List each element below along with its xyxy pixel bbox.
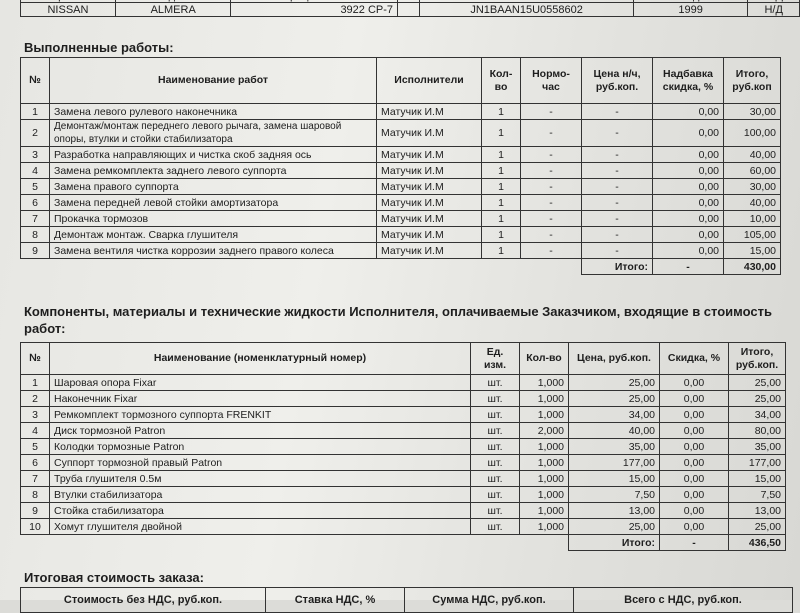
works-row-executor: Матучик И.М xyxy=(377,179,482,195)
works-row-norm: - xyxy=(521,179,582,195)
parts-row-unit: шт. xyxy=(471,519,520,535)
works-table xyxy=(20,57,781,275)
parts-row-qty: 2,000 xyxy=(520,423,569,439)
parts-row-discount: 0,00 xyxy=(660,391,729,407)
works-total-spacer xyxy=(21,259,582,275)
vehicle-year: 1999 xyxy=(633,3,747,17)
works-row-total: 10,00 xyxy=(724,211,781,227)
parts-row-total: 25,00 xyxy=(729,519,786,535)
works-row-qty: 1 xyxy=(482,163,521,179)
works-total-label: Итого: xyxy=(582,259,653,275)
works-row-norm: - xyxy=(521,227,582,243)
parts-row-qty: 1,000 xyxy=(520,487,569,503)
parts-row-discount: 0,00 xyxy=(660,439,729,455)
parts-row-name: Труба глушителя 0.5м xyxy=(50,471,471,487)
parts-row xyxy=(21,439,786,455)
works-row-total: 40,00 xyxy=(724,147,781,163)
parts-row-price: 25,00 xyxy=(569,519,660,535)
works-row-price: - xyxy=(582,211,653,227)
parts-row-discount: 0,00 xyxy=(660,471,729,487)
parts-row-name: Колодки тормозные Patron xyxy=(50,439,471,455)
works-title: Выполненные работы: xyxy=(24,40,174,55)
works-row-name: Замена правого суппорта xyxy=(50,179,377,195)
works-row xyxy=(21,195,781,211)
parts-total-label: Итого: xyxy=(569,535,660,551)
works-row-number: 6 xyxy=(21,195,50,211)
parts-row-number: 1 xyxy=(21,375,50,391)
parts-row-total: 177,00 xyxy=(729,455,786,471)
works-row-qty: 1 xyxy=(482,104,521,120)
works-row-name: Замена передней левой стойки амортизатора xyxy=(50,195,377,211)
works-row-price: - xyxy=(582,195,653,211)
vehicle-make: NISSAN xyxy=(21,3,116,17)
works-row-total: 30,00 xyxy=(724,179,781,195)
parts-row-price: 25,00 xyxy=(569,391,660,407)
parts-row-discount: 0,00 xyxy=(660,487,729,503)
vehicle-table xyxy=(20,0,800,17)
works-row-discount: 0,00 xyxy=(653,179,724,195)
works-row-norm: - xyxy=(521,211,582,227)
parts-header-total: Итого, руб.коп. xyxy=(729,343,786,375)
parts-row-unit: шт. xyxy=(471,439,520,455)
parts-row-qty: 1,000 xyxy=(520,471,569,487)
works-row-total: 15,00 xyxy=(724,243,781,259)
parts-row-number: 2 xyxy=(21,391,50,407)
works-row-number: 5 xyxy=(21,179,50,195)
summary-header-gross: Всего с НДС, руб.коп. xyxy=(574,588,793,613)
parts-row-unit: шт. xyxy=(471,375,520,391)
works-row-executor: Матучик И.М xyxy=(377,243,482,259)
works-row-total: 100,00 xyxy=(724,120,781,147)
works-row-name: Замена вентиля чистка коррозии заднего правого колеса xyxy=(50,243,377,259)
parts-row-total: 15,00 xyxy=(729,471,786,487)
works-row-discount: 0,00 xyxy=(653,227,724,243)
works-header-name: Наименование работ xyxy=(50,58,377,104)
works-header-price: Цена н/ч, руб.коп. xyxy=(582,58,653,104)
works-row-norm: - xyxy=(521,120,582,147)
works-row-norm: - xyxy=(521,195,582,211)
parts-header-price: Цена, руб.коп. xyxy=(569,343,660,375)
summary-header-vat-rate: Ставка НДС, % xyxy=(266,588,405,613)
works-row-price: - xyxy=(582,243,653,259)
works-row-number: 4 xyxy=(21,163,50,179)
parts-total-discount: - xyxy=(660,535,729,551)
parts-row-number: 9 xyxy=(21,503,50,519)
parts-row-unit: шт. xyxy=(471,503,520,519)
works-row-number: 9 xyxy=(21,243,50,259)
works-row-qty: 1 xyxy=(482,147,521,163)
works-row-executor: Матучик И.М xyxy=(377,120,482,147)
works-row xyxy=(21,179,781,195)
works-row-name: Разработка направляющих и чистка скоб задняя ось xyxy=(50,147,377,163)
works-row-total: 40,00 xyxy=(724,195,781,211)
works-header-norm: Нормо-час xyxy=(521,58,582,104)
parts-row-number: 8 xyxy=(21,487,50,503)
works-row-name: Замена ремкомплекта заднего левого суппорта xyxy=(50,163,377,179)
works-row-qty: 1 xyxy=(482,243,521,259)
works-row-discount: 0,00 xyxy=(653,211,724,227)
works-header-n: № xyxy=(21,58,50,104)
parts-row xyxy=(21,519,786,535)
works-row-number: 1 xyxy=(21,104,50,120)
parts-row xyxy=(21,503,786,519)
works-row-price: - xyxy=(582,163,653,179)
parts-row-name: Шаровая опора Fixar xyxy=(50,375,471,391)
works-row xyxy=(21,104,781,120)
parts-header-discount: Скидка, % xyxy=(660,343,729,375)
parts-row xyxy=(21,391,786,407)
works-row-total: 30,00 xyxy=(724,104,781,120)
parts-row xyxy=(21,487,786,503)
works-row xyxy=(21,211,781,227)
works-total-value: 430,00 xyxy=(724,259,781,275)
works-total-discount: - xyxy=(653,259,724,275)
parts-row-price: 15,00 xyxy=(569,471,660,487)
parts-row-number: 7 xyxy=(21,471,50,487)
works-row-norm: - xyxy=(521,243,582,259)
parts-row-name: Наконечник Fixar xyxy=(50,391,471,407)
works-row-number: 2 xyxy=(21,120,50,147)
works-row-number: 8 xyxy=(21,227,50,243)
works-row-executor: Матучик И.М xyxy=(377,211,482,227)
works-row-price: - xyxy=(582,147,653,163)
vehicle-plate: 3922 СР-7 xyxy=(231,3,398,17)
works-row-discount: 0,00 xyxy=(653,104,724,120)
parts-row-discount: 0,00 xyxy=(660,423,729,439)
parts-row-price: 25,00 xyxy=(569,375,660,391)
works-row-executor: Матучик И.М xyxy=(377,104,482,120)
parts-row-total: 7,50 xyxy=(729,487,786,503)
parts-row-name: Диск тормозной Patron xyxy=(50,423,471,439)
parts-row-total: 13,00 xyxy=(729,503,786,519)
parts-row-price: 35,00 xyxy=(569,439,660,455)
parts-row-name: Хомут глушителя двойной xyxy=(50,519,471,535)
parts-row-name: Ремкомплект тормозного суппорта FRENKIT xyxy=(50,407,471,423)
parts-row xyxy=(21,471,786,487)
works-row-name: Демонтаж/монтаж переднего левого рычага, замена шаровой опоры, втулки и стойки стабилизатора xyxy=(50,120,377,147)
works-row xyxy=(21,147,781,163)
parts-row-number: 6 xyxy=(21,455,50,471)
parts-row-name: Суппорт тормозной правый Patron xyxy=(50,455,471,471)
vehicle-vin: JN1BAAN15U0558602 xyxy=(420,3,634,17)
works-row xyxy=(21,120,781,147)
parts-row-total: 25,00 xyxy=(729,375,786,391)
works-header-total: Итого, руб.коп xyxy=(724,58,781,104)
parts-row xyxy=(21,407,786,423)
parts-row xyxy=(21,375,786,391)
parts-row-discount: 0,00 xyxy=(660,375,729,391)
parts-row-qty: 1,000 xyxy=(520,503,569,519)
parts-row-discount: 0,00 xyxy=(660,455,729,471)
vehicle-extra: Н/Д xyxy=(748,3,800,17)
works-row-number: 3 xyxy=(21,147,50,163)
works-row-price: - xyxy=(582,179,653,195)
parts-row-unit: шт. xyxy=(471,423,520,439)
works-row-total: 105,00 xyxy=(724,227,781,243)
works-row-norm: - xyxy=(521,163,582,179)
parts-row-unit: шт. xyxy=(471,487,520,503)
parts-row-qty: 1,000 xyxy=(520,439,569,455)
works-row-discount: 0,00 xyxy=(653,147,724,163)
parts-title: Компоненты, материалы и технические жидкости Исполнителя, оплачиваемые Заказчиком, входящие в стоимость работ: xyxy=(24,304,772,336)
parts-header-n: № xyxy=(21,343,50,375)
works-row xyxy=(21,243,781,259)
summary-title: Итоговая стоимость заказа: xyxy=(24,570,204,585)
parts-row-discount: 0,00 xyxy=(660,503,729,519)
vehicle-spacer xyxy=(398,3,420,17)
summary-table xyxy=(20,587,793,613)
works-row-discount: 0,00 xyxy=(653,195,724,211)
parts-row-price: 7,50 xyxy=(569,487,660,503)
works-row-qty: 1 xyxy=(482,179,521,195)
works-row-name: Замена левого рулевого наконечника xyxy=(50,104,377,120)
parts-row-unit: шт. xyxy=(471,407,520,423)
parts-table xyxy=(20,342,786,551)
works-row-executor: Матучик И.М xyxy=(377,163,482,179)
parts-row-number: 10 xyxy=(21,519,50,535)
works-row-price: - xyxy=(582,120,653,147)
works-row xyxy=(21,227,781,243)
parts-row-qty: 1,000 xyxy=(520,375,569,391)
parts-row xyxy=(21,423,786,439)
parts-row-qty: 1,000 xyxy=(520,391,569,407)
parts-row-total: 35,00 xyxy=(729,439,786,455)
works-header-discount: Надбавка скидка, % xyxy=(653,58,724,104)
parts-row-price: 13,00 xyxy=(569,503,660,519)
works-row-total: 60,00 xyxy=(724,163,781,179)
works-row-executor: Матучик И.М xyxy=(377,147,482,163)
works-row-discount: 0,00 xyxy=(653,120,724,147)
works-header-executor: Исполнители xyxy=(377,58,482,104)
parts-total-value: 436,50 xyxy=(729,535,786,551)
parts-row-name: Втулки стабилизатора xyxy=(50,487,471,503)
parts-row-discount: 0,00 xyxy=(660,519,729,535)
parts-row-number: 4 xyxy=(21,423,50,439)
works-row-qty: 1 xyxy=(482,227,521,243)
works-row-qty: 1 xyxy=(482,120,521,147)
parts-row-unit: шт. xyxy=(471,391,520,407)
parts-row-price: 177,00 xyxy=(569,455,660,471)
works-row-executor: Матучик И.М xyxy=(377,227,482,243)
works-row-name: Прокачка тормозов xyxy=(50,211,377,227)
works-row-qty: 1 xyxy=(482,195,521,211)
parts-row-total: 25,00 xyxy=(729,391,786,407)
parts-row-name: Стойка стабилизатора xyxy=(50,503,471,519)
works-row-price: - xyxy=(582,104,653,120)
parts-row-qty: 1,000 xyxy=(520,407,569,423)
works-header-qty: Кол-во xyxy=(482,58,521,104)
works-row-discount: 0,00 xyxy=(653,243,724,259)
parts-header-name: Наименование (номенклатурный номер) xyxy=(50,343,471,375)
parts-total-spacer xyxy=(21,535,569,551)
parts-row-qty: 1,000 xyxy=(520,455,569,471)
parts-row-qty: 1,000 xyxy=(520,519,569,535)
works-row-executor: Матучик И.М xyxy=(377,195,482,211)
parts-row-unit: шт. xyxy=(471,471,520,487)
works-row-norm: - xyxy=(521,147,582,163)
parts-row-total: 80,00 xyxy=(729,423,786,439)
parts-row-number: 5 xyxy=(21,439,50,455)
works-row-number: 7 xyxy=(21,211,50,227)
summary-header-vat-sum: Сумма НДС, руб.коп. xyxy=(405,588,574,613)
summary-header-net: Стоимость без НДС, руб.коп. xyxy=(21,588,266,613)
parts-header-unit: Ед. изм. xyxy=(471,343,520,375)
vehicle-model: ALMERA xyxy=(115,3,230,17)
works-row xyxy=(21,163,781,179)
parts-row xyxy=(21,455,786,471)
works-row-name: Демонтаж монтаж. Сварка глушителя xyxy=(50,227,377,243)
parts-row-number: 3 xyxy=(21,407,50,423)
parts-row-discount: 0,00 xyxy=(660,407,729,423)
parts-header-qty: Кол-во xyxy=(520,343,569,375)
parts-row-price: 40,00 xyxy=(569,423,660,439)
works-row-price: - xyxy=(582,227,653,243)
parts-row-price: 34,00 xyxy=(569,407,660,423)
parts-row-total: 34,00 xyxy=(729,407,786,423)
works-row-qty: 1 xyxy=(482,211,521,227)
parts-row-unit: шт. xyxy=(471,455,520,471)
works-row-norm: - xyxy=(521,104,582,120)
works-row-discount: 0,00 xyxy=(653,163,724,179)
